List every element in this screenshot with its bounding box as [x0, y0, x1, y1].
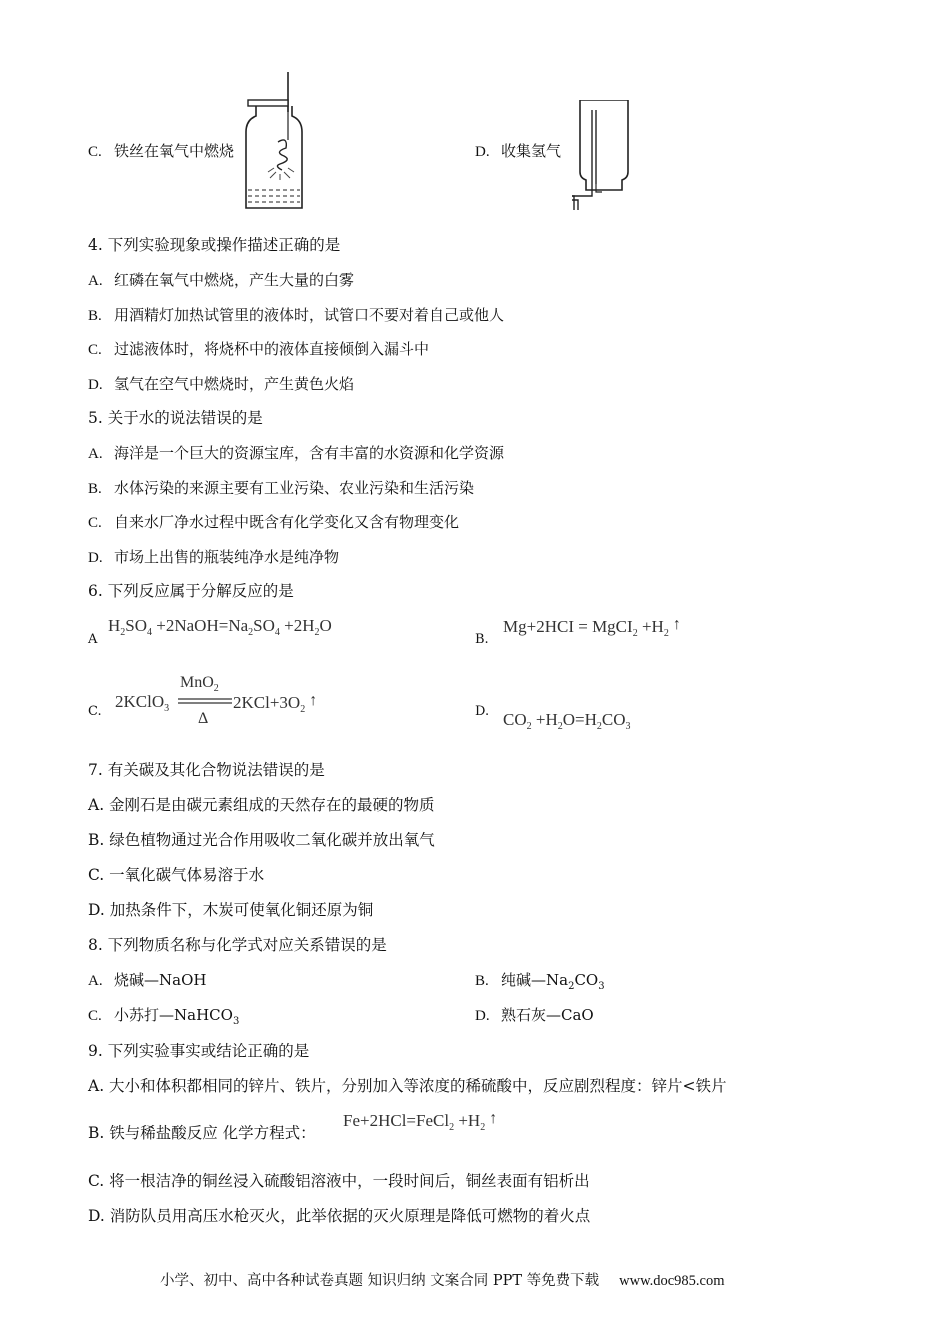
- q8-stem: 8. 下列物质名称与化学式对应关系错误的是: [88, 936, 387, 954]
- q6-option-c-label: C.: [88, 704, 102, 719]
- option-label: B.: [88, 308, 102, 324]
- option-text: 红磷在氧气中燃烧，产生大量的白雾: [114, 271, 355, 289]
- option-label: C.: [88, 515, 102, 531]
- q5-stem: 5. 关于水的说法错误的是: [88, 409, 263, 427]
- q8-option-b: [475, 970, 605, 991]
- q6-option-c-right: $2KCl+3O_2$ ↑: [233, 692, 318, 715]
- option-label: A.: [88, 446, 103, 462]
- footer-text: 小学、初中、高中各种试卷真题 知识归纳 文案合同 PPT 等免费下载: [160, 1273, 600, 1289]
- option-text: 用酒精灯加热试管里的液体时，试管口不要对着自己或他人: [114, 306, 505, 324]
- q5-option-c: [88, 512, 459, 533]
- option-label: B.: [88, 481, 102, 497]
- q3-option-d: [475, 141, 561, 162]
- q9-option-b-equation: Fe+2HCl=FeCl$_2$ $+H_2$ ↑: [343, 1110, 498, 1133]
- q6-option-d-label: D.: [475, 704, 490, 719]
- option-label: B.: [475, 973, 489, 989]
- q8-option-d: [475, 1005, 594, 1026]
- footer-link[interactable]: www.doc985.com: [619, 1273, 725, 1289]
- double-equals-sign: [178, 697, 232, 705]
- option-text: 氢气在空气中燃烧时，产生黄色火焰: [114, 375, 355, 393]
- option-label: D.: [475, 144, 490, 160]
- q4-option-c: [88, 339, 429, 360]
- q7-option-a: A. 金刚石是由碳元素组成的天然存在的最硬的物质: [88, 796, 435, 814]
- option-label: A.: [88, 273, 103, 289]
- q4-stem: 4. 下列实验现象或操作描述正确的是: [88, 236, 341, 254]
- q4-option-a: [88, 270, 354, 291]
- q6-option-c-left: 2KClO$_3$: [115, 692, 170, 714]
- option-text: 铁丝在氧气中燃烧: [114, 142, 235, 160]
- q9-stem: 9. 下列实验事实或结论正确的是: [88, 1042, 310, 1060]
- page-footer: [160, 1269, 725, 1290]
- option-text: 小苏打—NaHCO$_3$: [114, 1006, 240, 1027]
- q5-option-b: [88, 478, 474, 499]
- q9-option-b: B. 铁与稀盐酸反应 化学方程式：: [88, 1124, 316, 1142]
- q6-option-c-heat: Δ: [198, 710, 209, 727]
- hydrogen-collection-figure: [572, 100, 634, 212]
- q9-option-c: C. 将一根洁净的铜丝浸入硫酸铝溶液中，一段时间后，铜丝表面有铝析出: [88, 1172, 590, 1190]
- option-label: D.: [475, 1008, 490, 1024]
- option-text: 海洋是一个巨大的资源宝库，含有丰富的水资源和化学资源: [114, 444, 505, 462]
- q6-option-a-label: A: [88, 632, 98, 647]
- option-label: D.: [88, 377, 103, 393]
- option-label: C.: [88, 144, 102, 160]
- option-label: C.: [88, 342, 102, 358]
- option-text: 收集氢气: [501, 142, 562, 160]
- option-text: 水体污染的来源主要有工业污染、农业污染和生活污染: [114, 479, 475, 497]
- option-text: 市场上出售的瓶装纯净水是纯净物: [114, 548, 340, 566]
- q7-option-c: C. 一氧化碳气体易溶于水: [88, 866, 265, 884]
- q6-option-c-catalyst: MnO$_2$: [180, 674, 219, 694]
- option-label: C.: [88, 1008, 102, 1024]
- q5-option-d: [88, 547, 339, 568]
- option-text: 熟石灰—CaO: [501, 1006, 594, 1024]
- q8-option-c: [88, 1005, 239, 1026]
- q3-option-c: [88, 141, 234, 162]
- q8-option-a: [88, 970, 206, 991]
- option-label: A.: [88, 973, 103, 989]
- q9-option-d: D. 消防队员用高压水枪灭火，此举依据的灭火原理是降低可燃物的着火点: [88, 1207, 591, 1225]
- option-text: 过滤液体时，将烧杯中的液体直接倾倒入漏斗中: [114, 340, 430, 358]
- q4-option-b: [88, 305, 504, 326]
- q6-option-b-equation: Mg+2HCI = MgCI$_2$ $+H_2$ ↑: [503, 616, 681, 639]
- q6-option-d-equation: $CO_2 +H_2O=H_2CO_3$: [503, 710, 631, 732]
- q6-option-b-label: B.: [475, 632, 489, 647]
- q5-option-a: [88, 443, 504, 464]
- option-label: D.: [88, 550, 103, 566]
- q6-option-a-equation: $H_2SO_4$ $+2NaOH=Na_2SO_4 +2H_2O$: [108, 616, 332, 638]
- option-text: 自来水厂净水过程中既含有化学变化又含有物理变化: [114, 513, 460, 531]
- iron-burning-in-oxygen-figure: [244, 72, 306, 212]
- q9-option-a: A. 大小和体积都相同的锌片、铁片，分别加入等浓度的稀硫酸中，反应剧烈程度：锌片<铁片: [88, 1077, 727, 1095]
- q7-option-b: B. 绿色植物通过光合作用吸收二氧化碳并放出氧气: [88, 831, 435, 849]
- q4-option-d: [88, 374, 354, 395]
- q7-option-d: D. 加热条件下，木炭可使氧化铜还原为铜: [88, 901, 374, 919]
- option-text: 纯碱$—Na_2CO_3$: [501, 971, 605, 992]
- option-text: 烧碱—NaOH: [114, 971, 207, 989]
- q6-stem: 6. 下列反应属于分解反应的是: [88, 582, 294, 600]
- q7-stem: 7. 有关碳及其化合物说法错误的是: [88, 761, 325, 779]
